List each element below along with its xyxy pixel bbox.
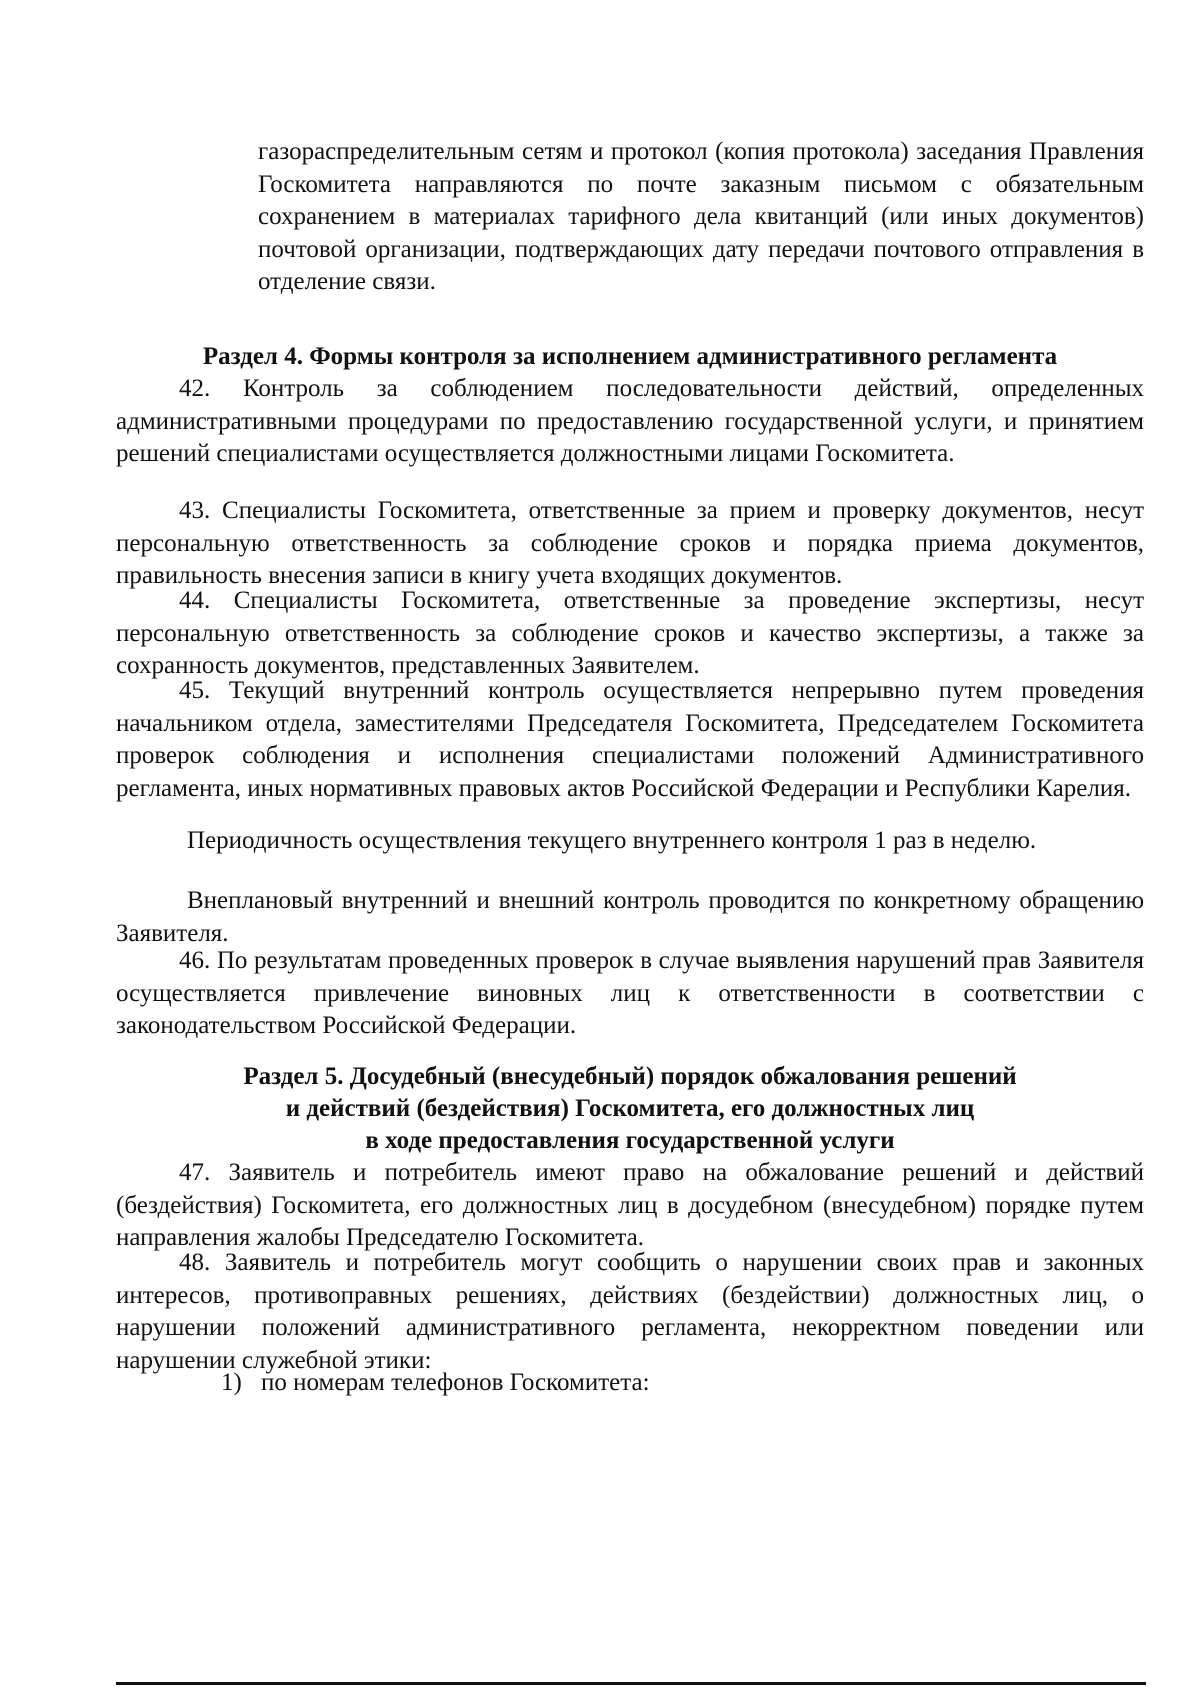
clause-number: 43. (179, 497, 211, 524)
clause-text: Заявитель и потребитель имеют право на обжалование решений и действий (бездействия) Госкомитета, его должностных лиц в досудебном (внесудебном) порядке путем направления жалобы Председателю Госкомитета. (116, 1159, 1144, 1251)
clause-text: Контроль за соблюдением последовательности действий, определенных административными процедурами по предоставлению государственной услуги, и принятием решений специалистами осуществляется должностными лицами Госкомитета. (116, 375, 1144, 467)
clause-number: 48. (179, 1249, 211, 1276)
clause-44 (116, 585, 1144, 683)
clause-46 (116, 945, 1144, 1043)
list-item-1 (221, 1367, 650, 1400)
list-marker: 1) (221, 1369, 242, 1396)
periodicity-paragraph: Периодичность осуществления текущего внутреннего контроля 1 раз в неделю. (187, 827, 1037, 854)
section-5-heading-line-2: и действий (бездействия) Госкомитета, его должностных лиц (285, 1095, 975, 1122)
clause-text: Специалисты Госкомитета, ответственные за проведение экспертизы, несут персональную ответственность за соблюдение сроков и качество экспертизы, а также за сохранность документов, представленных Заявителем. (116, 587, 1145, 679)
clause-text: Специалисты Госкомитета, ответственные за прием и проверку документов, несут персональную ответственность за соблюдение сроков и порядка приема документов, правильность внесения записи в книгу учета входящих документов. (116, 497, 1144, 589)
clause-47 (116, 1157, 1144, 1255)
clause-48 (116, 1247, 1144, 1377)
clause-number: 42. (179, 375, 211, 402)
list-item-text: по номерам телефонов Госкомитета: (261, 1369, 650, 1396)
clause-text: По результатам проведенных проверок в случае выявления нарушений прав Заявителя осуществляется привлечение виновных лиц к ответственности в соответствии с законодательством Российской Федерации. (116, 947, 1144, 1039)
section-5-heading-line-1: Раздел 5. Досудебный (внесудебный) порядок обжалования решений (243, 1063, 1017, 1090)
footer-divider (116, 1682, 1146, 1685)
clause-42 (116, 373, 1144, 471)
clause-number: 44. (179, 587, 211, 614)
section-5-heading-line-3: в ходе предоставления государственной услуги (365, 1127, 895, 1154)
clause-text: Заявитель и потребитель могут сообщить о нарушении своих прав и законных интересов, противоправных решениях, действиях (бездействии) должностных лиц, о нарушении положений административного регламента, некорректном поведении или нарушении служебной этики: (116, 1249, 1145, 1374)
clause-number: 46. (179, 947, 211, 974)
clause-45 (116, 675, 1144, 805)
clause-number: 47. (179, 1159, 211, 1186)
clause-text: Текущий внутренний контроль осуществляется непрерывно путем проведения начальником отдела, заместителями Председателя Госкомитета, Председателем Госкомитета проверок соблюдения и исполнения специалистами положений Административного регламента, иных нормативных правовых актов Российской Федерации и Республики Карелия. (116, 677, 1144, 802)
clause-number: 45. (179, 677, 211, 704)
section-4-heading: Раздел 4. Формы контроля за исполнением административного регламента (202, 343, 1058, 370)
unplanned-control-paragraph: Внеплановый внутренний и внешний контроль проводится по конкретному обращению Заявителя. (116, 887, 1144, 947)
continuation-paragraph: газораспределительным сетям и протокол (копия протокола) заседания Правления Госкомитета направляются по почте заказным письмом с обязательным сохранением в материалах тарифного дела квитанций (или иных документов) почтовой организации, подтверждающих дату передачи почтового отправления в отделение связи. (258, 138, 1144, 295)
clause-43 (116, 495, 1144, 593)
